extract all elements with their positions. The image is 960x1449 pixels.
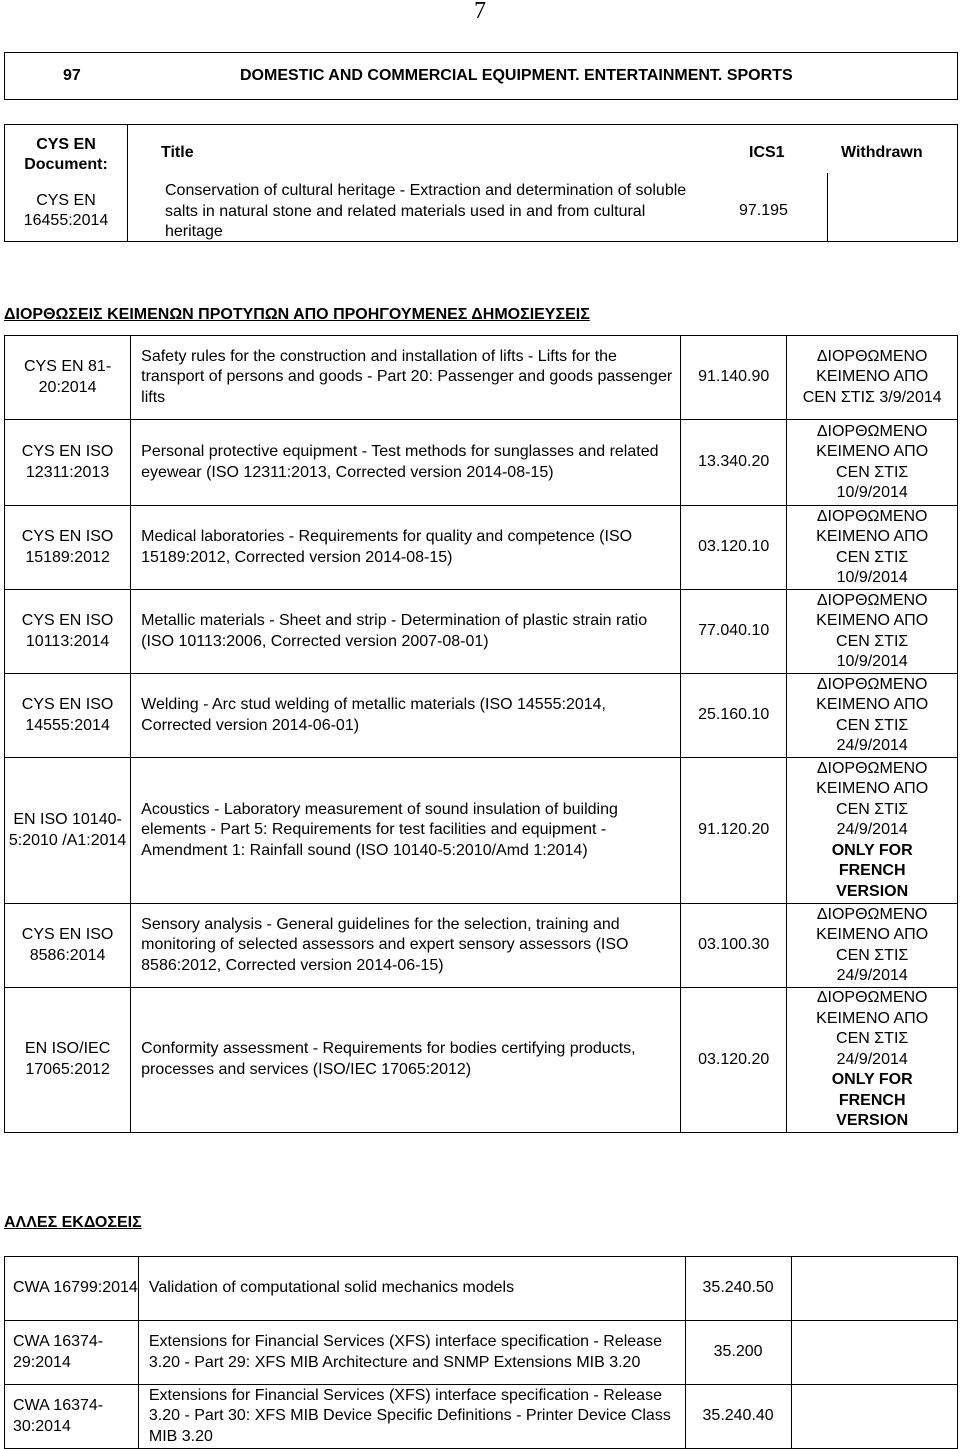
workshop-agreement-id: CWA 16799:2014 <box>5 1257 139 1321</box>
correction-note <box>787 758 958 904</box>
ics-code: 77.040.10 <box>681 590 787 674</box>
standard-id: EN ISO/IEC 17065:2012 <box>5 988 131 1133</box>
other-publications-table <box>4 1256 958 1449</box>
ics-code: 35.200 <box>685 1321 791 1385</box>
doc-ics: 97.195 <box>739 202 788 219</box>
french-version-note: ONLY FOR FRENCH VERSION <box>831 841 913 900</box>
table-row <box>5 336 958 420</box>
page-number: 7 <box>474 0 486 24</box>
correction-note-text: ΔΙΟΡΘΩΜΕΝΟ ΚΕΙΜΕΝΟ ΑΠΟ CEN ΣΤΙΣ 10/9/2014 <box>816 422 929 501</box>
workshop-agreement-title: Validation of computational solid mechanics models <box>138 1257 685 1321</box>
correction-note <box>787 506 958 590</box>
standard-title: Sensory analysis - General guidelines for the selection, training and monitoring of selected assessors and expert sensory assessors (ISO 8586:2012, Corrected version 2014-06-15) <box>131 904 681 988</box>
ics-code: 13.340.20 <box>681 420 787 506</box>
correction-note-text: ΔΙΟΡΘΩΜΕΝΟ ΚΕΙΜΕΝΟ ΑΠΟ CEN ΣΤΙΣ 3/9/2014 <box>802 347 942 406</box>
table-row <box>5 420 958 506</box>
section-header <box>4 52 958 100</box>
standard-title: Metallic materials - Sheet and strip - Determination of plastic strain ratio (ISO 10113:2006, Corrected version 2007-08-01) <box>131 590 681 674</box>
table-row <box>5 758 958 904</box>
correction-note-text: ΔΙΟΡΘΩΜΕΝΟ ΚΕΙΜΕΝΟ ΑΠΟ CEN ΣΤΙΣ 24/9/2014 <box>816 905 929 984</box>
standard-title: Welding - Arc stud welding of metallic materials (ISO 14555:2014, Corrected version 2014-06-01) <box>131 674 681 758</box>
table-row <box>5 590 958 674</box>
ics-code: 91.120.20 <box>681 758 787 904</box>
table-row <box>5 674 958 758</box>
standard-id: EN ISO 10140-5:2010 /A1:2014 <box>5 758 131 904</box>
section-title: DOMESTIC AND COMMERCIAL EQUIPMENT. ENTERTAINMENT. SPORTS <box>240 67 793 84</box>
table-row <box>5 988 958 1133</box>
table-row <box>5 904 958 988</box>
workshop-agreement-title: Extensions for Financial Services (XFS) interface specification - Release 3.20 - Part 29: XFS MIB Architecture and SNMP Extensions MIB 3.20 <box>138 1321 685 1385</box>
section-number: 97 <box>63 67 81 84</box>
workshop-agreement-id: CWA 16374-29:2014 <box>5 1321 139 1385</box>
doc-title: Conservation of cultural heritage - Extraction and determination of soluble salts in natural stone and related materials used in and from cultural heritage <box>165 182 687 240</box>
doc-id: CYS EN 16455:2014 <box>23 192 109 229</box>
title-label: Title <box>161 144 194 161</box>
ics-code: 03.120.20 <box>681 988 787 1133</box>
correction-note <box>787 336 958 420</box>
table-row <box>5 1321 958 1385</box>
correction-note <box>787 904 958 988</box>
corrections-table <box>4 335 958 1133</box>
correction-note-text: ΔΙΟΡΘΩΜΕΝΟ ΚΕΙΜΕΝΟ ΑΠΟ CEN ΣΤΙΣ 24/9/2014 <box>816 675 929 754</box>
ics-code: 35.240.50 <box>685 1257 791 1321</box>
correction-note <box>787 674 958 758</box>
ics-code: 03.100.30 <box>681 904 787 988</box>
doc-label: CYS EN Document: <box>24 136 108 173</box>
standard-id: CYS EN ISO 10113:2014 <box>5 590 131 674</box>
workshop-agreement-id: CWA 16374-30:2014 <box>5 1385 139 1449</box>
correction-note-text: ΔΙΟΡΘΩΜΕΝΟ ΚΕΙΜΕΝΟ ΑΠΟ CEN ΣΤΙΣ 24/9/2014 <box>816 989 929 1068</box>
standard-title: Personal protective equipment - Test methods for sunglasses and related eyewear (ISO 12311:2013, Corrected version 2014-08-15) <box>131 420 681 506</box>
standard-id: CYS EN 81-20:2014 <box>5 336 131 420</box>
correction-note-text: ΔΙΟΡΘΩΜΕΝΟ ΚΕΙΜΕΝΟ ΑΠΟ CEN ΣΤΙΣ 10/9/2014 <box>816 507 929 586</box>
standard-id: CYS EN ISO 14555:2014 <box>5 674 131 758</box>
correction-note-text: ΔΙΟΡΘΩΜΕΝΟ ΚΕΙΜΕΝΟ ΑΠΟ CEN ΣΤΙΣ 24/9/2014 <box>816 759 929 839</box>
correction-note-text: ΔΙΟΡΘΩΜΕΝΟ ΚΕΙΜΕΝΟ ΑΠΟ CEN ΣΤΙΣ 10/9/2014 <box>816 591 929 670</box>
table-row <box>5 506 958 590</box>
correction-note <box>787 420 958 506</box>
withdrawn-label: Withdrawn <box>841 144 923 161</box>
standard-title: Medical laboratories - Requirements for quality and competence (ISO 15189:2012, Corrected version 2014-08-15) <box>131 506 681 590</box>
empty-cell <box>791 1321 957 1385</box>
ics-code: 91.140.90 <box>681 336 787 420</box>
french-version-note: ONLY FOR FRENCH VERSION <box>831 1071 913 1129</box>
standard-id: CYS EN ISO 12311:2013 <box>5 420 131 506</box>
document-header-table <box>4 124 958 242</box>
table-row <box>5 1385 958 1449</box>
correction-note <box>787 988 958 1133</box>
standard-id: CYS EN ISO 15189:2012 <box>5 506 131 590</box>
other-heading: ΑΛΛΕΣ ΕΚΔΟΣΕΙΣ <box>4 1214 142 1231</box>
workshop-agreement-title: Extensions for Financial Services (XFS) interface specification - Release 3.20 - Part 30: XFS MIB Device Specific Definitions - Printer Device Class MIB 3.20 <box>138 1385 685 1449</box>
standard-id: CYS EN ISO 8586:2014 <box>5 904 131 988</box>
ics-code: 35.240.40 <box>685 1385 791 1449</box>
corrections-heading: ΔΙΟΡΘΩΣΕΙΣ ΚΕΙΜΕΝΩΝ ΠΡΟΤΥΠΩΝ ΑΠΟ ΠΡΟΗΓΟΥΜΕΝΕΣ ΔΗΜΟΣΙΕΥΣΕΙΣ <box>4 306 590 323</box>
ics-code: 25.160.10 <box>681 674 787 758</box>
standard-title: Safety rules for the construction and installation of lifts - Lifts for the transport of persons and goods - Part 20: Passenger and goods passenger lifts <box>131 336 681 420</box>
standard-title: Acoustics - Laboratory measurement of sound insulation of building elements - Part 5: Requirements for test facilities and equipment - Amendment 1: Rainfall sound (ISO 10140-5:2010/Amd 1:2014) <box>131 758 681 904</box>
empty-cell <box>791 1385 957 1449</box>
ics-label: ICS1 <box>749 144 785 161</box>
standard-title: Conformity assessment - Requirements for bodies certifying products, processes and services (ISO/IEC 17065:2012) <box>131 988 681 1133</box>
correction-note <box>787 590 958 674</box>
empty-cell <box>791 1257 957 1321</box>
table-row <box>5 1257 958 1321</box>
ics-code: 03.120.10 <box>681 506 787 590</box>
